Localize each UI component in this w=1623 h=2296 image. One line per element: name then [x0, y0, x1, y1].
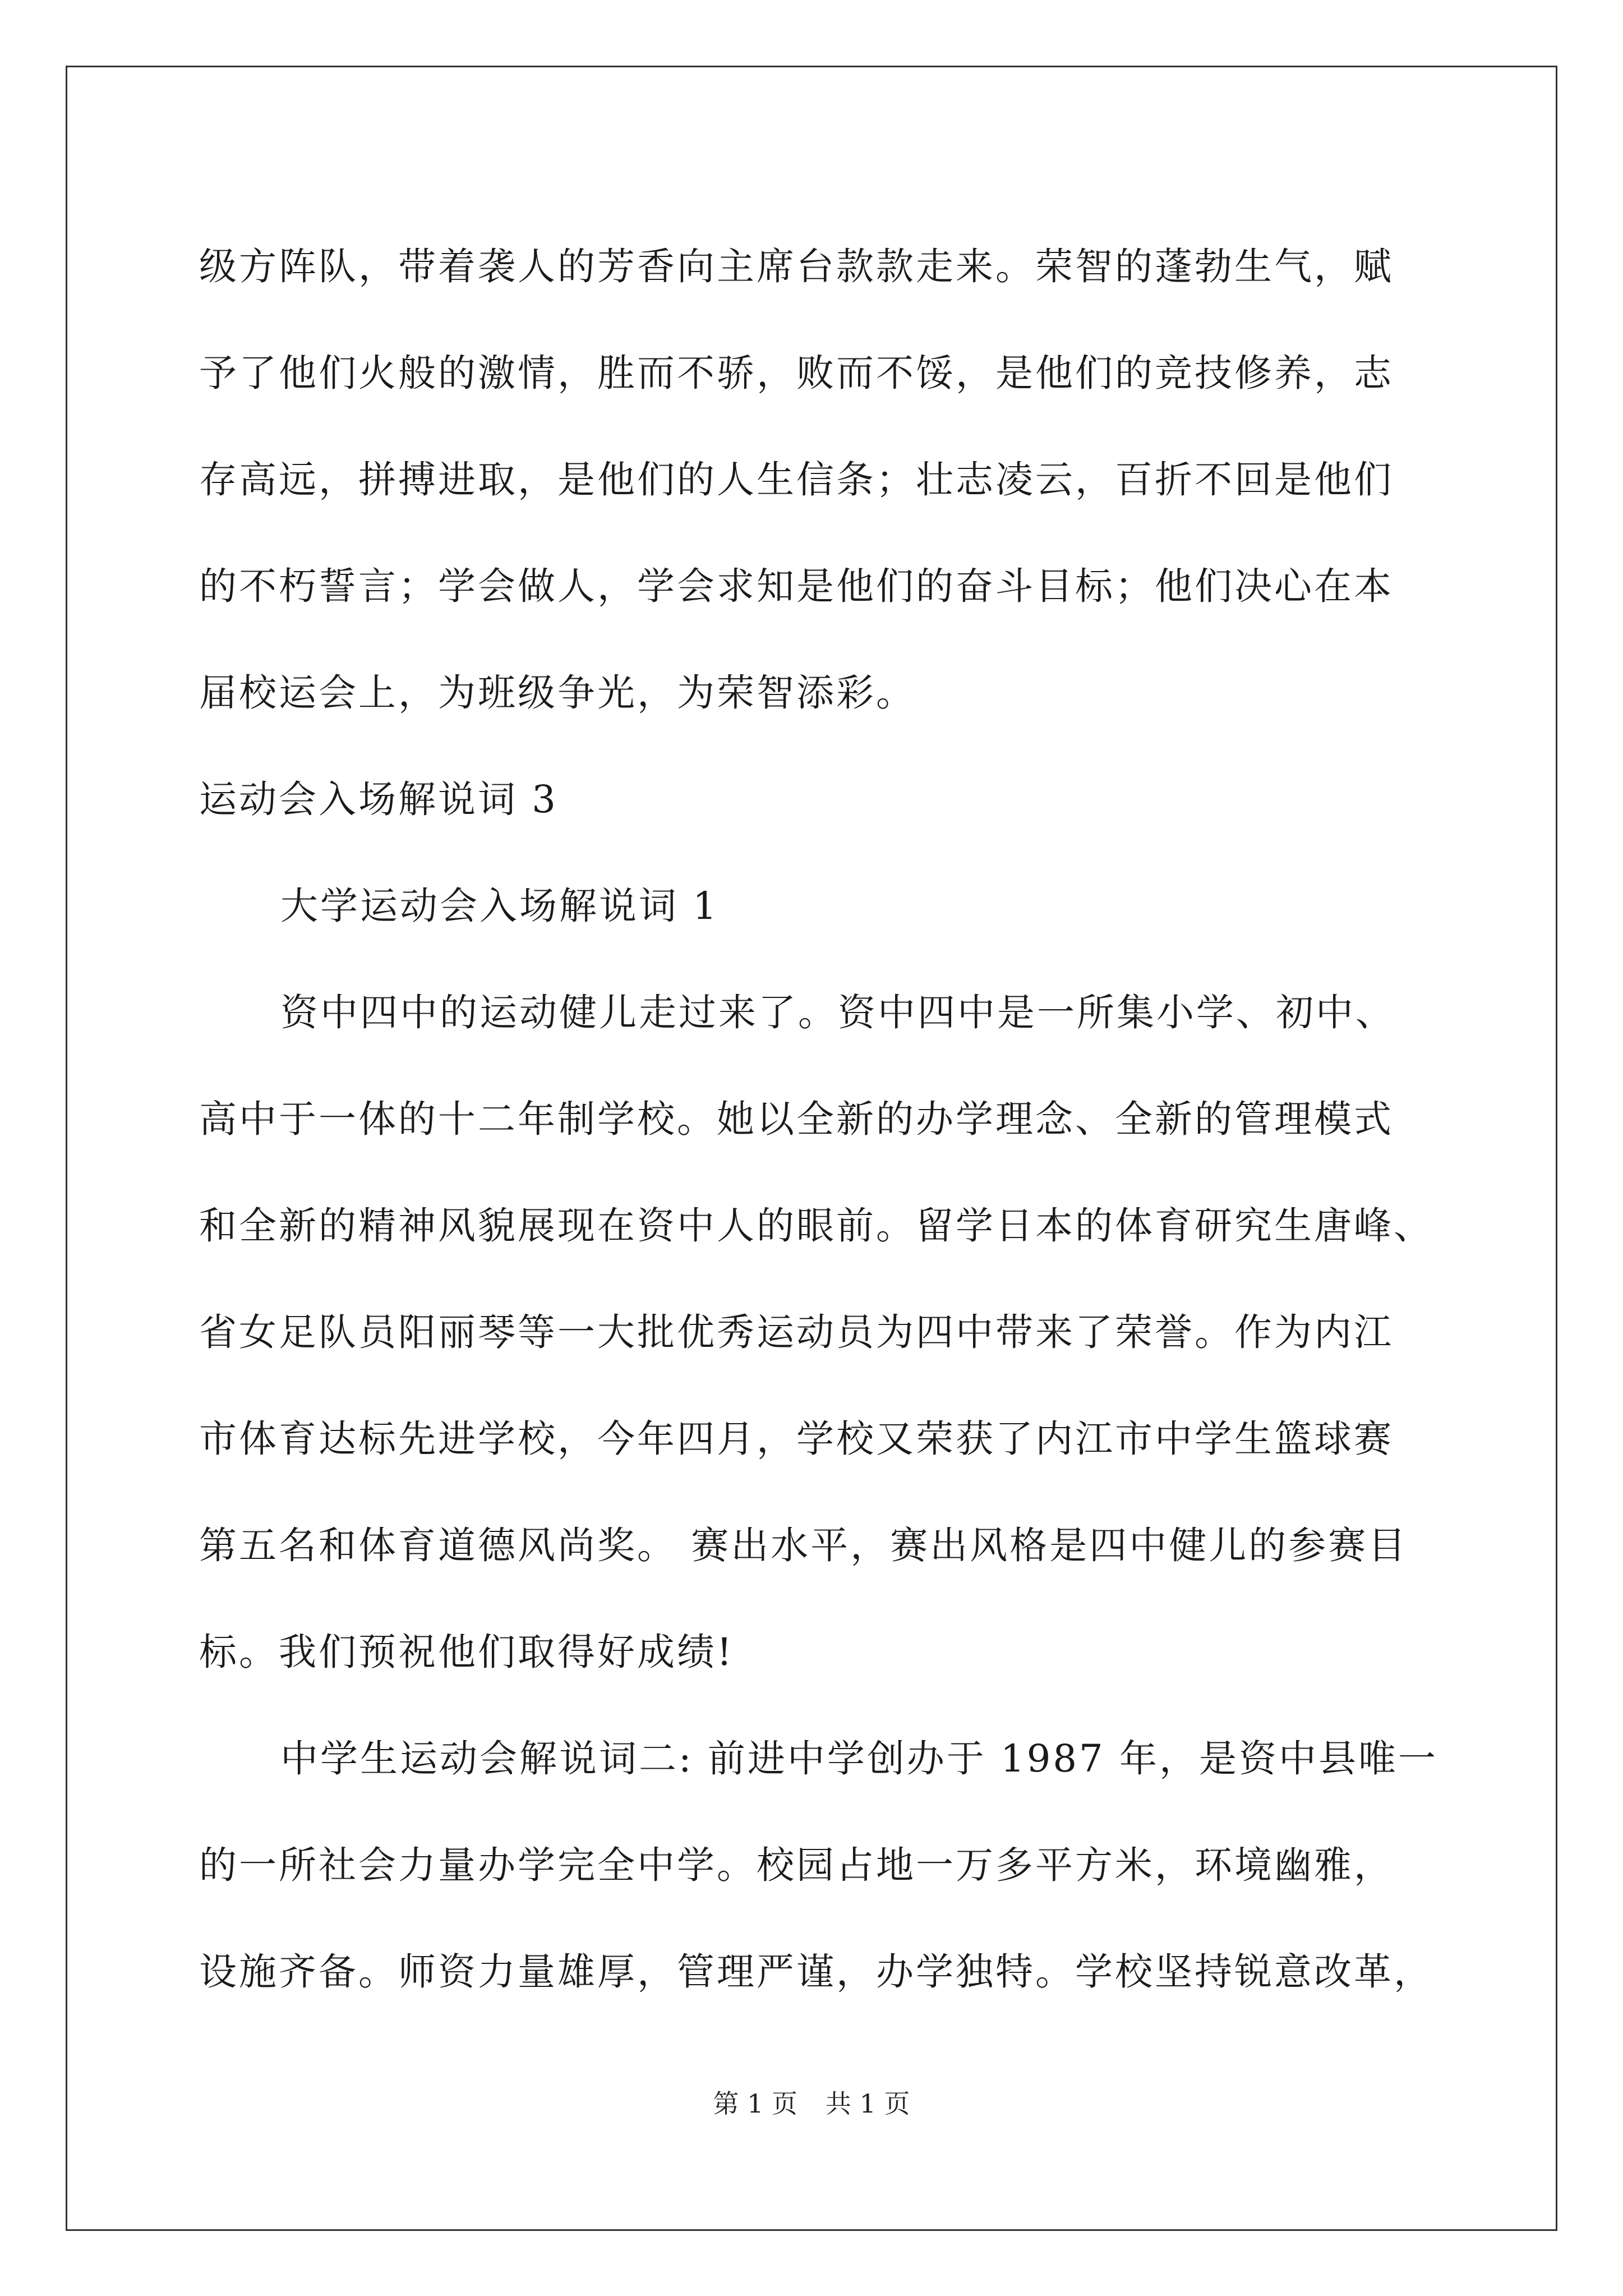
- text-line: 设施齐备。师资力量雄厚，管理严谨，办学独特。学校坚持锐意改革，: [199, 1950, 1433, 1994]
- text-line: 资中四中的运动健儿走过来了。资中四中是一所集小学、初中、: [280, 991, 1395, 1034]
- text-line: 市体育达标先进学校，今年四月，学校又荣获了内江市中学生篮球赛: [199, 1417, 1394, 1461]
- page-number: 第 1 页: [713, 2088, 797, 2119]
- text-line: 届校运会上，为班级争光，为荣智添彩。: [199, 671, 916, 715]
- page-total: 共 1 页: [826, 2088, 910, 2119]
- text-line: 级方阵队，带着袭人的芳香向主席台款款走来。荣智的蓬勃生气，赋: [199, 245, 1394, 288]
- text-line: 的一所社会力量办学完全中学。校园占地一万多平方米，环境幽雅，: [199, 1843, 1394, 1887]
- text-line: 标。我们预祝他们取得好成绩!: [199, 1630, 734, 1674]
- text-line: 存高远，拼搏进取，是他们的人生信条；壮志凌云，百折不回是他们: [199, 458, 1394, 501]
- text-line: 运动会入场解说词 3: [199, 777, 558, 821]
- text-line: 予了他们火般的激情，胜而不骄，败而不馁，是他们的竞技修养，志: [199, 351, 1394, 395]
- page-footer: [0, 2087, 1623, 2120]
- text-line: 第五名和体育道德风尚奖。 赛出水平，赛出风格是四中健儿的参赛目: [199, 1524, 1408, 1567]
- text-line: 的不朽誓言；学会做人，学会求知是他们的奋斗目标；他们决心在本: [199, 564, 1394, 608]
- text-line: 大学运动会入场解说词 1: [280, 884, 719, 928]
- text-line: 省女足队员阳丽琴等一大批优秀运动员为四中带来了荣誉。作为内江: [199, 1310, 1394, 1354]
- text-line: 高中于一体的十二年制学校。她以全新的办学理念、全新的管理模式: [199, 1097, 1394, 1141]
- text-line: 和全新的精神风貌展现在资中人的眼前。留学日本的体育研究生唐峰、: [199, 1204, 1433, 1248]
- text-line: 中学生运动会解说词二: 前进中学创办于 1987 年，是资中县唯一: [280, 1737, 1438, 1780]
- document-body: [199, 213, 1455, 2025]
